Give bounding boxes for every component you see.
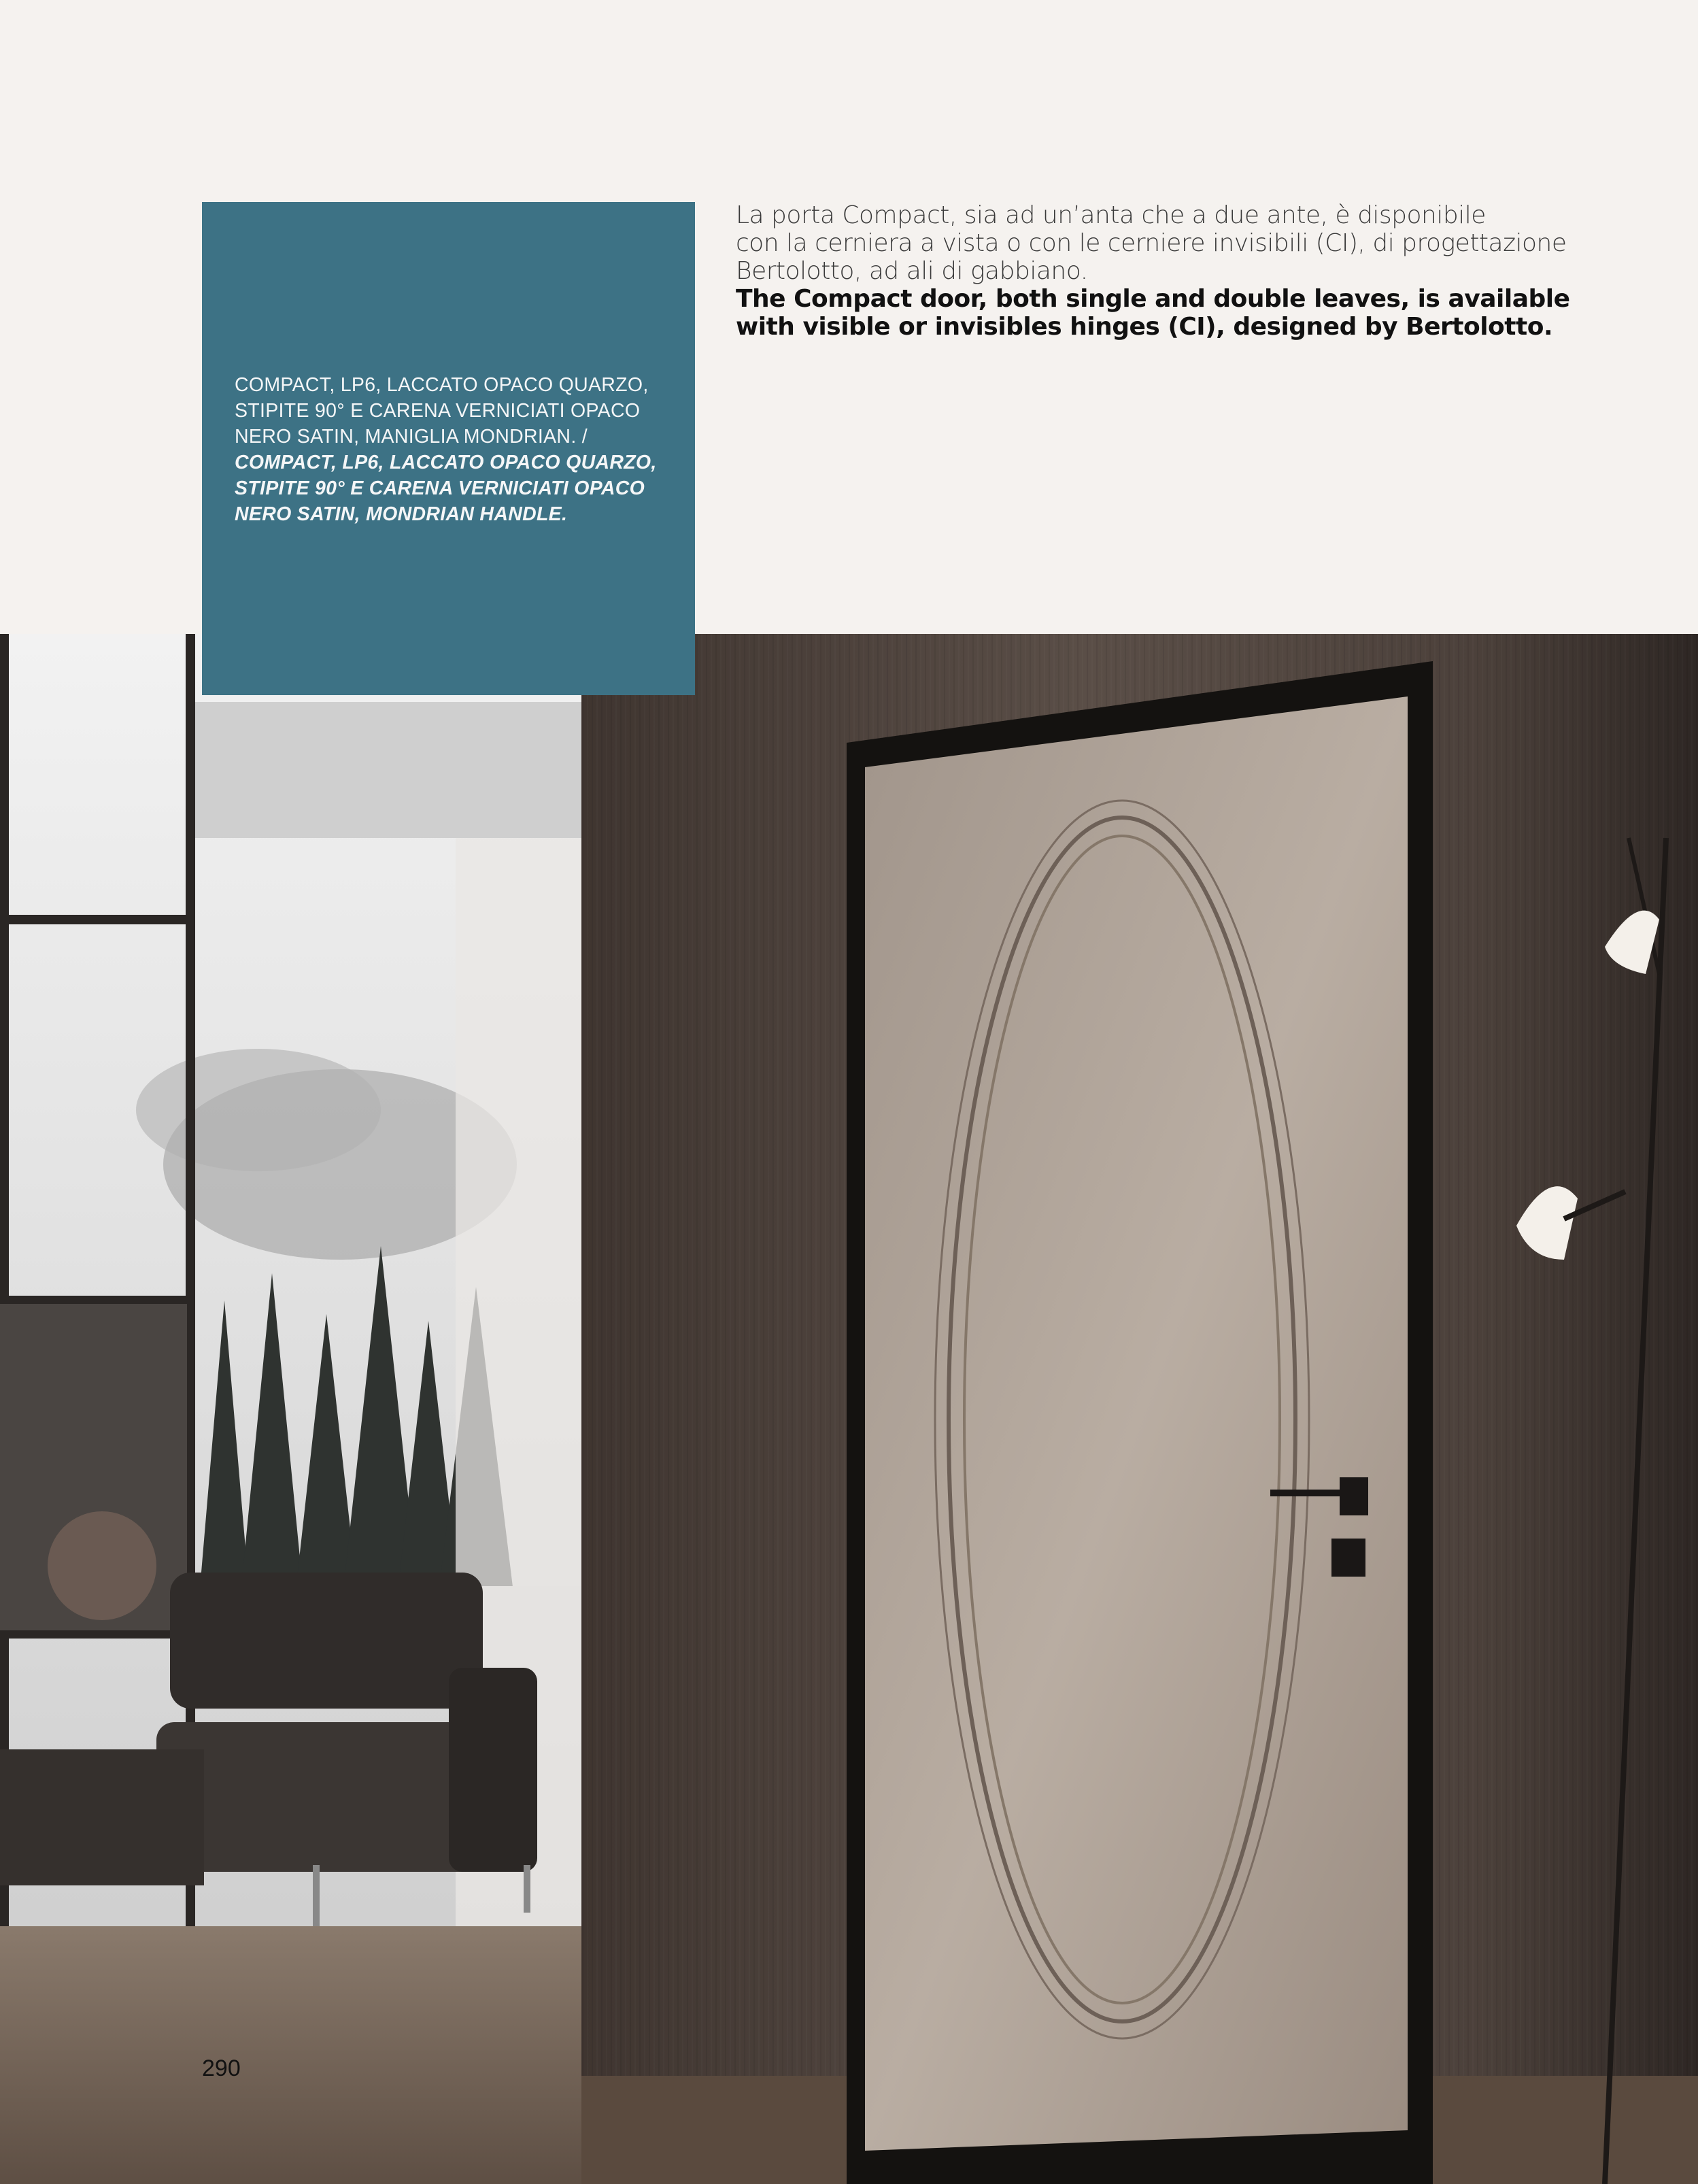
caption-italian-line: COMPACT, LP6, LACCATO OPACO QUARZO, <box>235 374 649 396</box>
caption-english-line: COMPACT, LP6, LACCATO OPACO QUARZO, <box>235 452 657 473</box>
intro-text <box>736 201 1647 341</box>
shelf-ornament <box>48 1511 156 1620</box>
door-handle <box>1270 1490 1345 1496</box>
intro-english <box>736 285 1647 341</box>
intro-italian-line: Bertolotto, ad ali di gabbiano. <box>736 257 1088 285</box>
caption-english-line: NERO SATIN, MONDRIAN HANDLE. <box>235 503 568 525</box>
lock-rose <box>1331 1539 1365 1577</box>
intro-english-line: The Compact door, both single and double leaves, is available <box>736 285 1570 313</box>
product-photo <box>0 634 1698 2184</box>
intro-italian-line: La porta Compact, sia ad un’anta che a due ante, è disponibile <box>736 201 1486 229</box>
fog-cloud <box>136 1049 381 1171</box>
door-leaf <box>865 696 1408 2151</box>
caption-english-line: STIPITE 90° E CARENA VERNICIATI OPACO <box>235 477 645 499</box>
ceiling <box>190 702 585 838</box>
caption-box <box>202 202 695 695</box>
page-number: 290 <box>202 2055 241 2081</box>
caption-italian-line: NERO SATIN, MANIGLIA MONDRIAN. / <box>235 426 588 448</box>
intro-italian-line: con la cerniera a vista o con le cerniere invisibili (CI), di progettazione <box>736 229 1567 257</box>
caption-text <box>235 372 677 527</box>
intro-italian <box>736 201 1647 285</box>
interior-illustration <box>0 634 1698 2184</box>
caption-italian-line: STIPITE 90° E CARENA VERNICIATI OPACO <box>235 400 641 422</box>
intro-english-line: with visible or invisibles hinges (CI), designed by Bertolotto. <box>736 313 1553 341</box>
